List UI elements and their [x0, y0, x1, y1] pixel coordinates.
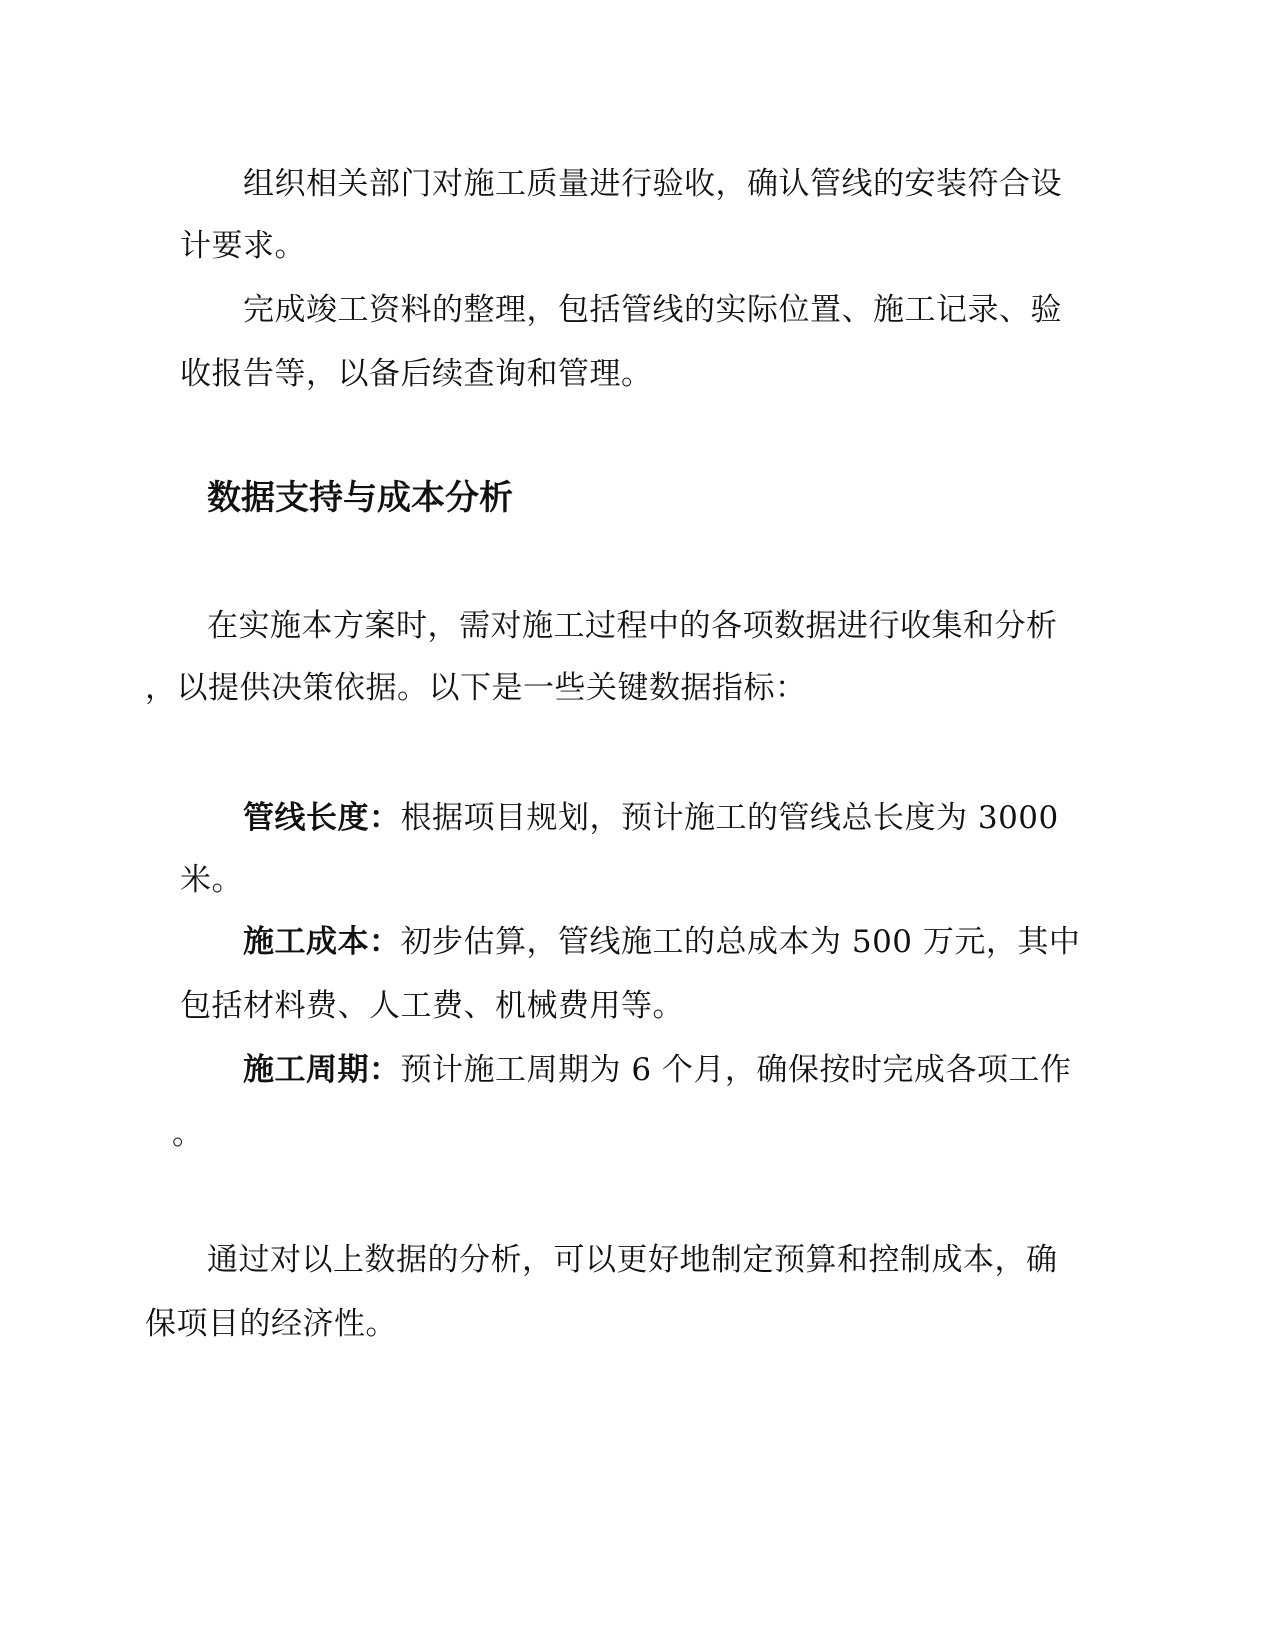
metric-construction-cost-line-2: 包括材料费、人工费、机械费用等。 — [180, 988, 684, 1024]
metric-label: 施工成本： — [243, 924, 401, 960]
metric-pipeline-length-line-1 — [243, 798, 1059, 838]
acceptance-paragraph-2-line-2: 收报告等，以备后续查询和管理。 — [180, 356, 653, 392]
metric-text: 初步估算，管线施工的总成本为 500 万元，其中 — [400, 924, 1081, 960]
metric-construction-period-line-2: 。 — [172, 1116, 204, 1152]
metric-label: 施工周期： — [243, 1052, 401, 1088]
intro-line-1: 在实施本方案时，需对施工过程中的各项数据进行收集和分析 — [207, 608, 1058, 644]
metric-text: 根据项目规划，预计施工的管线总长度为 3000 — [400, 800, 1059, 836]
metric-text: 预计施工周期为 6 个月，确保按时完成各项工作 — [400, 1052, 1072, 1088]
intro-line-2: ，以提供决策依据。以下是一些关键数据指标： — [145, 670, 807, 706]
conclusion-line-2: 保项目的经济性。 — [145, 1306, 397, 1342]
acceptance-paragraph-1-line-2: 计要求。 — [180, 228, 306, 264]
acceptance-paragraph-1-line-1: 组织相关部门对施工质量进行验收，确认管线的安装符合设 — [243, 166, 1062, 202]
section-heading: 数据支持与成本分析 — [207, 478, 513, 518]
conclusion-line-1: 通过对以上数据的分析，可以更好地制定预算和控制成本，确 — [207, 1242, 1058, 1278]
metric-pipeline-length-line-2: 米。 — [180, 862, 243, 898]
acceptance-paragraph-2-line-1: 完成竣工资料的整理，包括管线的实际位置、施工记录、验 — [243, 292, 1062, 328]
metric-label: 管线长度： — [243, 800, 401, 836]
metric-construction-period-line-1 — [243, 1050, 1071, 1090]
metric-construction-cost-line-1 — [243, 922, 1080, 962]
